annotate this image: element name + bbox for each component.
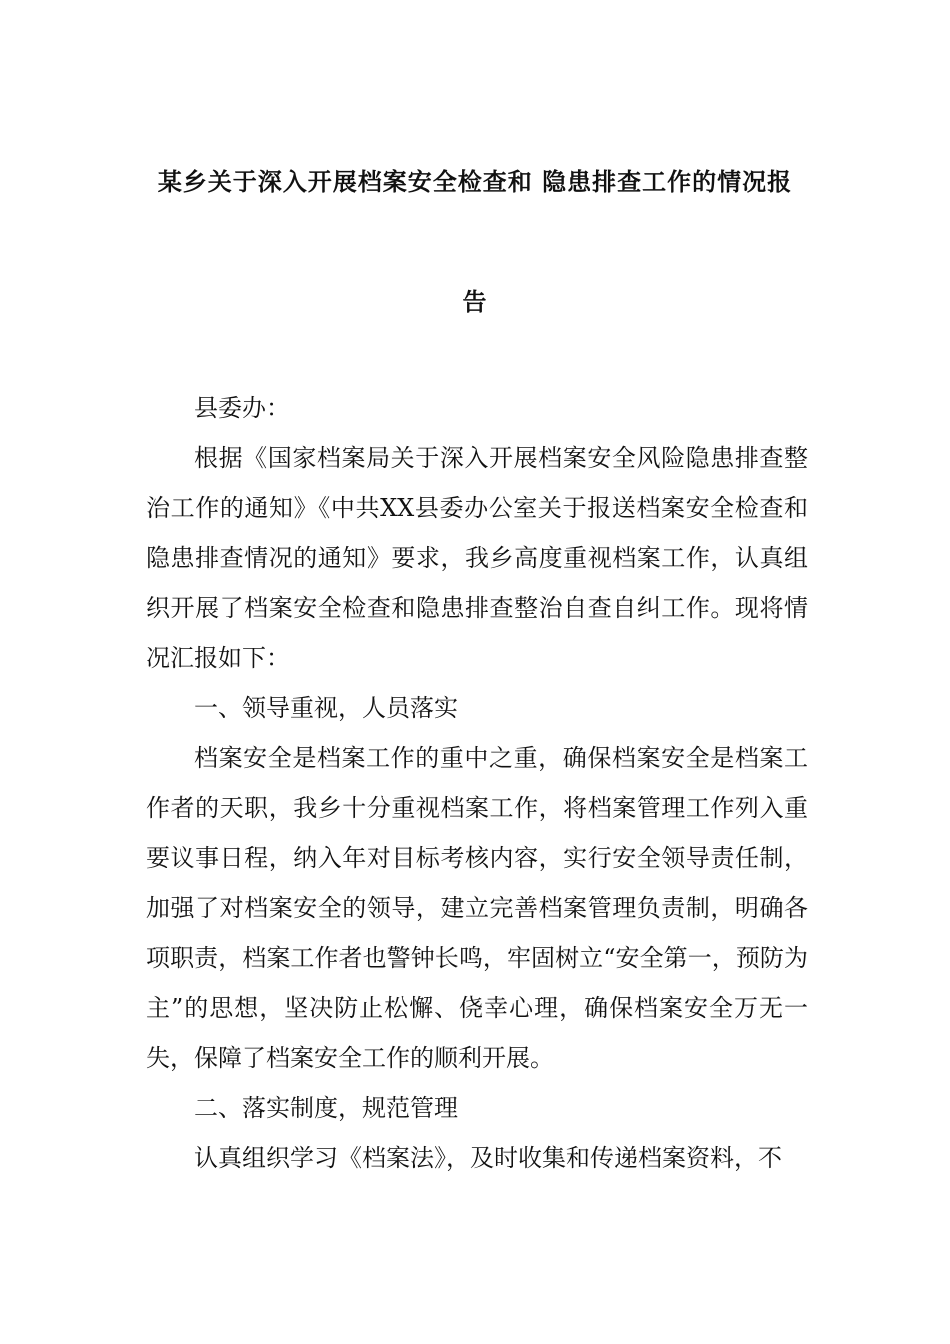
document-body [146, 383, 808, 1183]
paragraph-section-1: 档案安全是档案工作的重中之重，确保档案安全是档案工作者的天职，我乡十分重视档案工作，将档案管理工作列入重要议事日程，纳入年对目标考核内容，实行安全领导责任制，加强了对档案安全的领导，建立完善档案管理负责制，明确各项职责，档案工作者也警钟长鸣，牢固树立“安全第一，预防为主”的思想，坚决防止松懈、侥幸心理，确保档案安全万无一失，保障了档案安全工作的顺利开展。 [146, 744, 808, 1072]
document-title-line-2: 告 [462, 287, 488, 316]
section-heading-1: 一、领导重视，人员落实 [194, 694, 458, 722]
document-title-line-1: 某乡关于深入开展档案安全检查和 隐患排查工作的情况报 [157, 167, 793, 196]
section-heading-2: 二、落实制度，规范管理 [194, 1094, 458, 1122]
paragraph-intro: 根据《国家档案局关于深入开展档案安全风险隐患排查整治工作的通知》《中共XX县委办公室关于报送档案安全检查和隐患排查情况的通知》要求，我乡高度重视档案工作，认真组织开展了档案安全检查和隐患排查整治自查自纠工作。现将情况汇报如下： [146, 444, 808, 672]
paragraph-section-2: 认真组织学习《档案法》，及时收集和传递档案资料，不 [194, 1144, 782, 1172]
salutation: 县委办： [194, 394, 290, 422]
